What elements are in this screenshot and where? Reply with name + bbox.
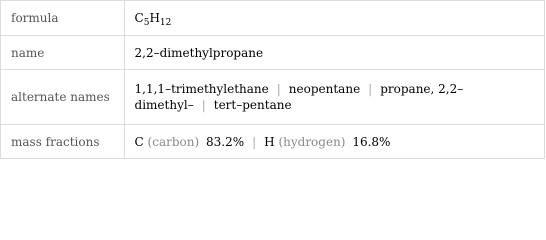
mass-fraction: 16.8%: [352, 134, 391, 149]
formula-value: [124, 1, 544, 36]
mass-fractions-value: [124, 125, 544, 159]
element-symbol: C: [134, 134, 144, 149]
element-name: (carbon): [147, 134, 200, 149]
separator: |: [252, 134, 257, 149]
row-label-mass-fractions: mass fractions: [1, 125, 125, 159]
table-row-name: [1, 36, 545, 70]
alternate-name: 1,1,1–trimethylethane: [134, 82, 269, 96]
formula-part: H: [149, 11, 160, 25]
name-value: 2,2–dimethylpropane: [124, 36, 544, 70]
table-row-formula: [1, 1, 545, 36]
row-label-formula: formula: [1, 1, 125, 36]
alternate-name: neopentane: [288, 82, 361, 96]
separator: |: [276, 82, 281, 96]
row-label-alternate-names: alternate names: [1, 70, 125, 125]
formula-subscript: 5: [143, 18, 150, 28]
separator: |: [201, 98, 206, 112]
formula-subscript: 12: [159, 18, 172, 28]
mass-fraction: 83.2%: [205, 134, 245, 149]
alternate-names-value: [124, 70, 544, 125]
table-row-mass-fractions: [1, 125, 545, 159]
formula-part: C: [134, 11, 144, 25]
element-symbol: H: [264, 134, 275, 149]
separator: |: [368, 82, 373, 96]
alternate-name: tert–pentane: [213, 98, 292, 112]
table-row-alternate-names: [1, 70, 545, 125]
element-name: (hydrogen): [278, 134, 346, 149]
row-label-name: name: [1, 36, 125, 70]
alternate-name: propane, 2,2–dimethyl–: [134, 82, 464, 112]
